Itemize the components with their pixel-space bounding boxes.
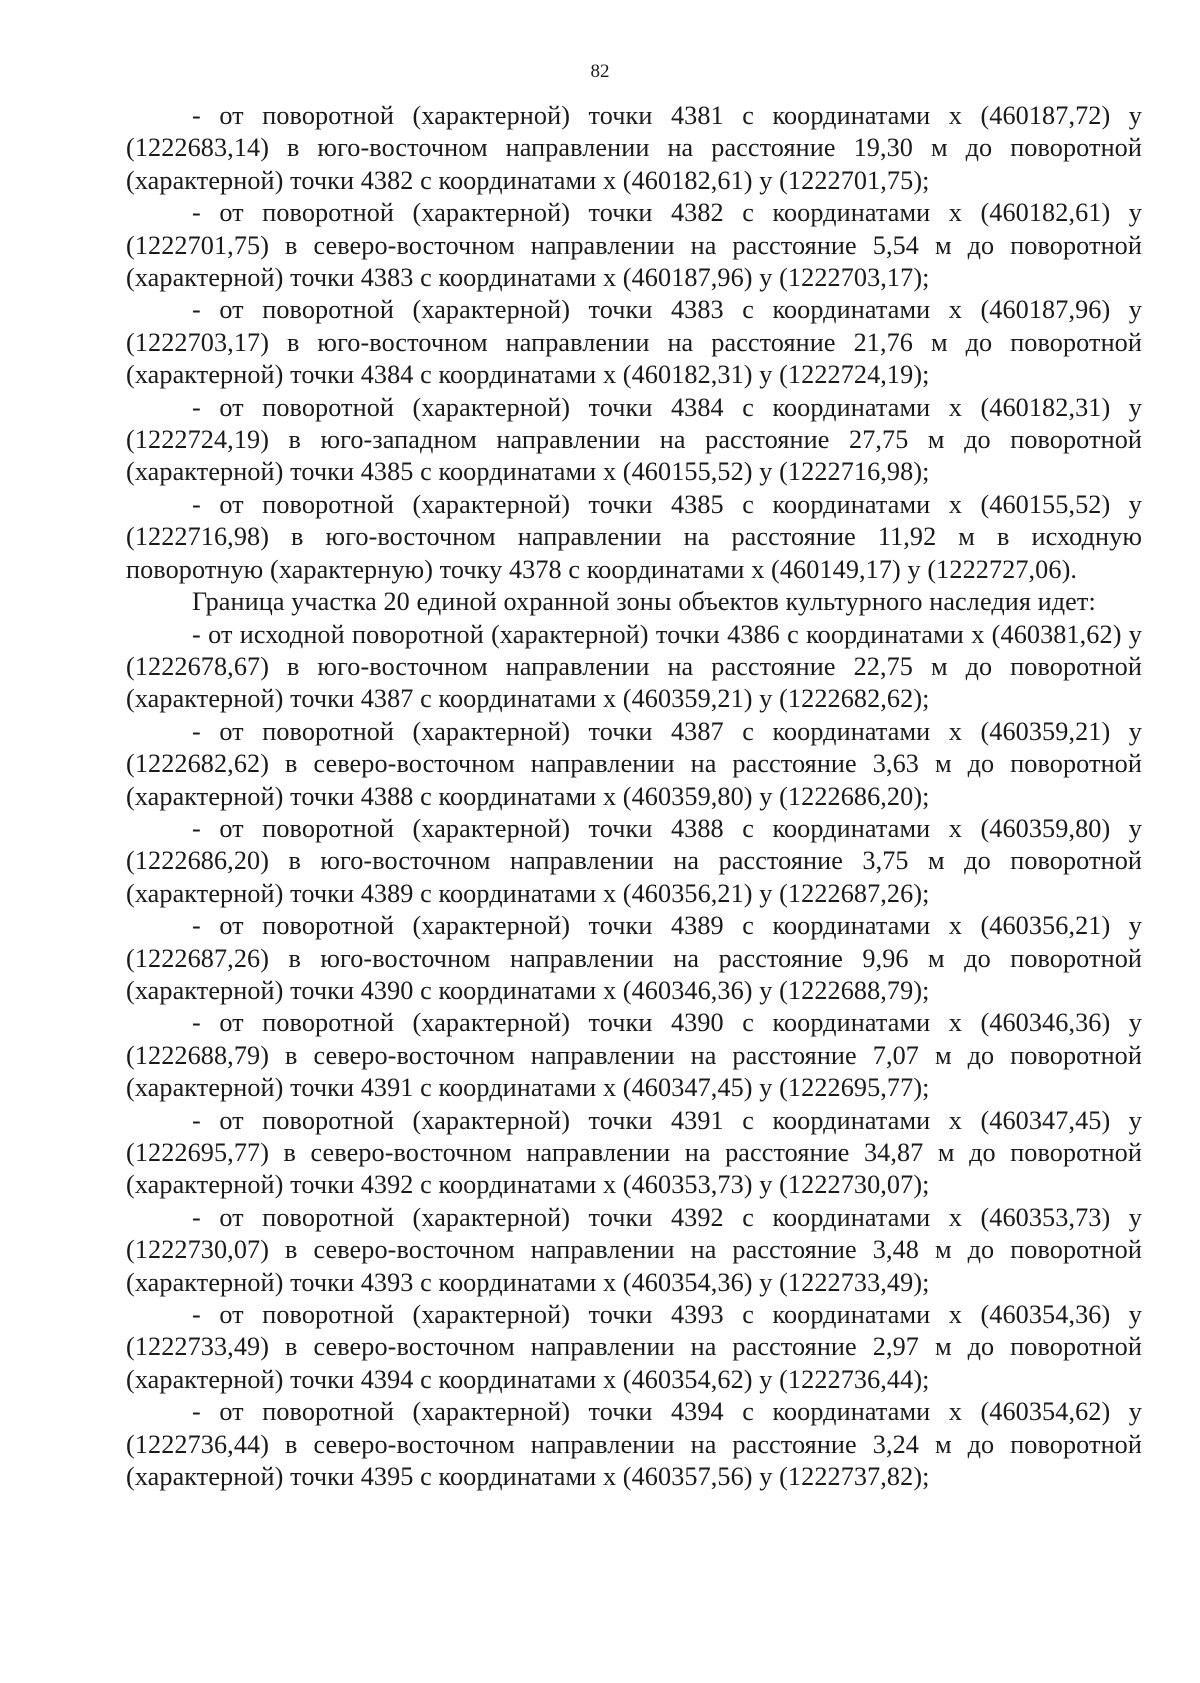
boundary-segment-paragraph: - от поворотной (характерной) точки 4384 с координатами х (460182,31) у (1222724,19) в юго-западном направлении на расстояние 27,75 м до поворотной (характерной) точки 4385 с координатами х (460155,52) у (1222716,98); (126, 392, 1142, 487)
boundary-segment-paragraph: - от поворотной (характерной) точки 4392 с координатами х (460353,73) у (1222730,07) в северо-восточном направлении на расстояние 3,48 м до поворотной (характерной) точки 4393 с координатами х (460354,36) у (1222733,49); (126, 1202, 1142, 1297)
boundary-segment-paragraph: - от поворотной (характерной) точки 4388 с координатами х (460359,80) у (1222686,20) в юго-восточном направлении на расстояние 3,75 м до поворотной (характерной) точки 4389 с координатами х (460356,21) у (1222687,26); (126, 813, 1142, 908)
boundary-segment-paragraph: - от поворотной (характерной) точки 4383 с координатами х (460187,96) у (1222703,17) в юго-восточном направлении на расстояние 21,76 м до поворотной (характерной) точки 4384 с координатами х (460182,31) у (1222724,19); (126, 295, 1142, 390)
boundary-segment-paragraph: - от поворотной (характерной) точки 4390 с координатами х (460346,36) у (1222688,79) в северо-восточном направлении на расстояние 7,07 м до поворотной (характерной) точки 4391 с координатами х (460347,45) у (1222695,77); (126, 1008, 1142, 1103)
boundary-segment-paragraph: - от поворотной (характерной) точки 4382 с координатами х (460182,61) у (1222701,75) в северо-восточном направлении на расстояние 5,54 м до поворотной (характерной) точки 4383 с координатами х (460187,96) у (1222703,17); (126, 198, 1142, 293)
boundary-segment-paragraph: - от поворотной (характерной) точки 4394 с координатами х (460354,62) у (1222736,44) в северо-восточном направлении на расстояние 3,24 м до поворотной (характерной) точки 4395 с координатами х (460357,56) у (1222737,82); (126, 1397, 1142, 1492)
boundary-segment-paragraph: - от поворотной (характерной) точки 4387 с координатами х (460359,21) у (1222682,62) в северо-восточном направлении на расстояние 3,63 м до поворотной (характерной) точки 4388 с координатами х (460359,80) у (1222686,20); (126, 716, 1142, 811)
boundary-segment-paragraph: - от поворотной (характерной) точки 4381 с координатами х (460187,72) у (1222683,14) в юго-восточном направлении на расстояние 19,30 м до поворотной (характерной) точки 4382 с координатами х (460182,61) у (1222701,75); (126, 101, 1142, 195)
document-body (126, 100, 1142, 1493)
boundary-segment-paragraph: - от поворотной (характерной) точки 4393 с координатами х (460354,36) у (1222733,49) в северо-восточном направлении на расстояние 2,97 м до поворотной (характерной) точки 4394 с координатами х (460354,62) у (1222736,44); (126, 1300, 1142, 1394)
boundary-segment-paragraph: - от поворотной (характерной) точки 4391 с координатами х (460347,45) у (1222695,77) в северо-восточном направлении на расстояние 34,87 м до поворотной (характерной) точки 4392 с координатами х (460353,73) у (1222730,07); (126, 1105, 1142, 1200)
boundary-segment-paragraph: - от поворотной (характерной) точки 4385 с координатами х (460155,52) у (1222716,98) в юго-восточном направлении на расстояние 11,92 м в исходную поворотную (характерную) точку 4378 с координатами х (460149,17) у (1222727,06). (126, 489, 1142, 584)
page-number: 82 (590, 61, 610, 82)
boundary-segment-paragraph: - от исходной поворотной (характерной) точки 4386 с координатами х (460381,62) у (1222678,67) в юго-восточном направлении на расстояние 22,75 м до поворотной (характерной) точки 4387 с координатами х (460359,21) у (1222682,62); (126, 619, 1142, 714)
section-heading-paragraph: Граница участка 20 единой охранной зоны объектов культурного наследия идет: (192, 587, 1096, 617)
boundary-segment-paragraph: - от поворотной (характерной) точки 4389 с координатами х (460356,21) у (1222687,26) в юго-восточном направлении на расстояние 9,96 м до поворотной (характерной) точки 4390 с координатами х (460346,36) у (1222688,79); (126, 911, 1142, 1005)
